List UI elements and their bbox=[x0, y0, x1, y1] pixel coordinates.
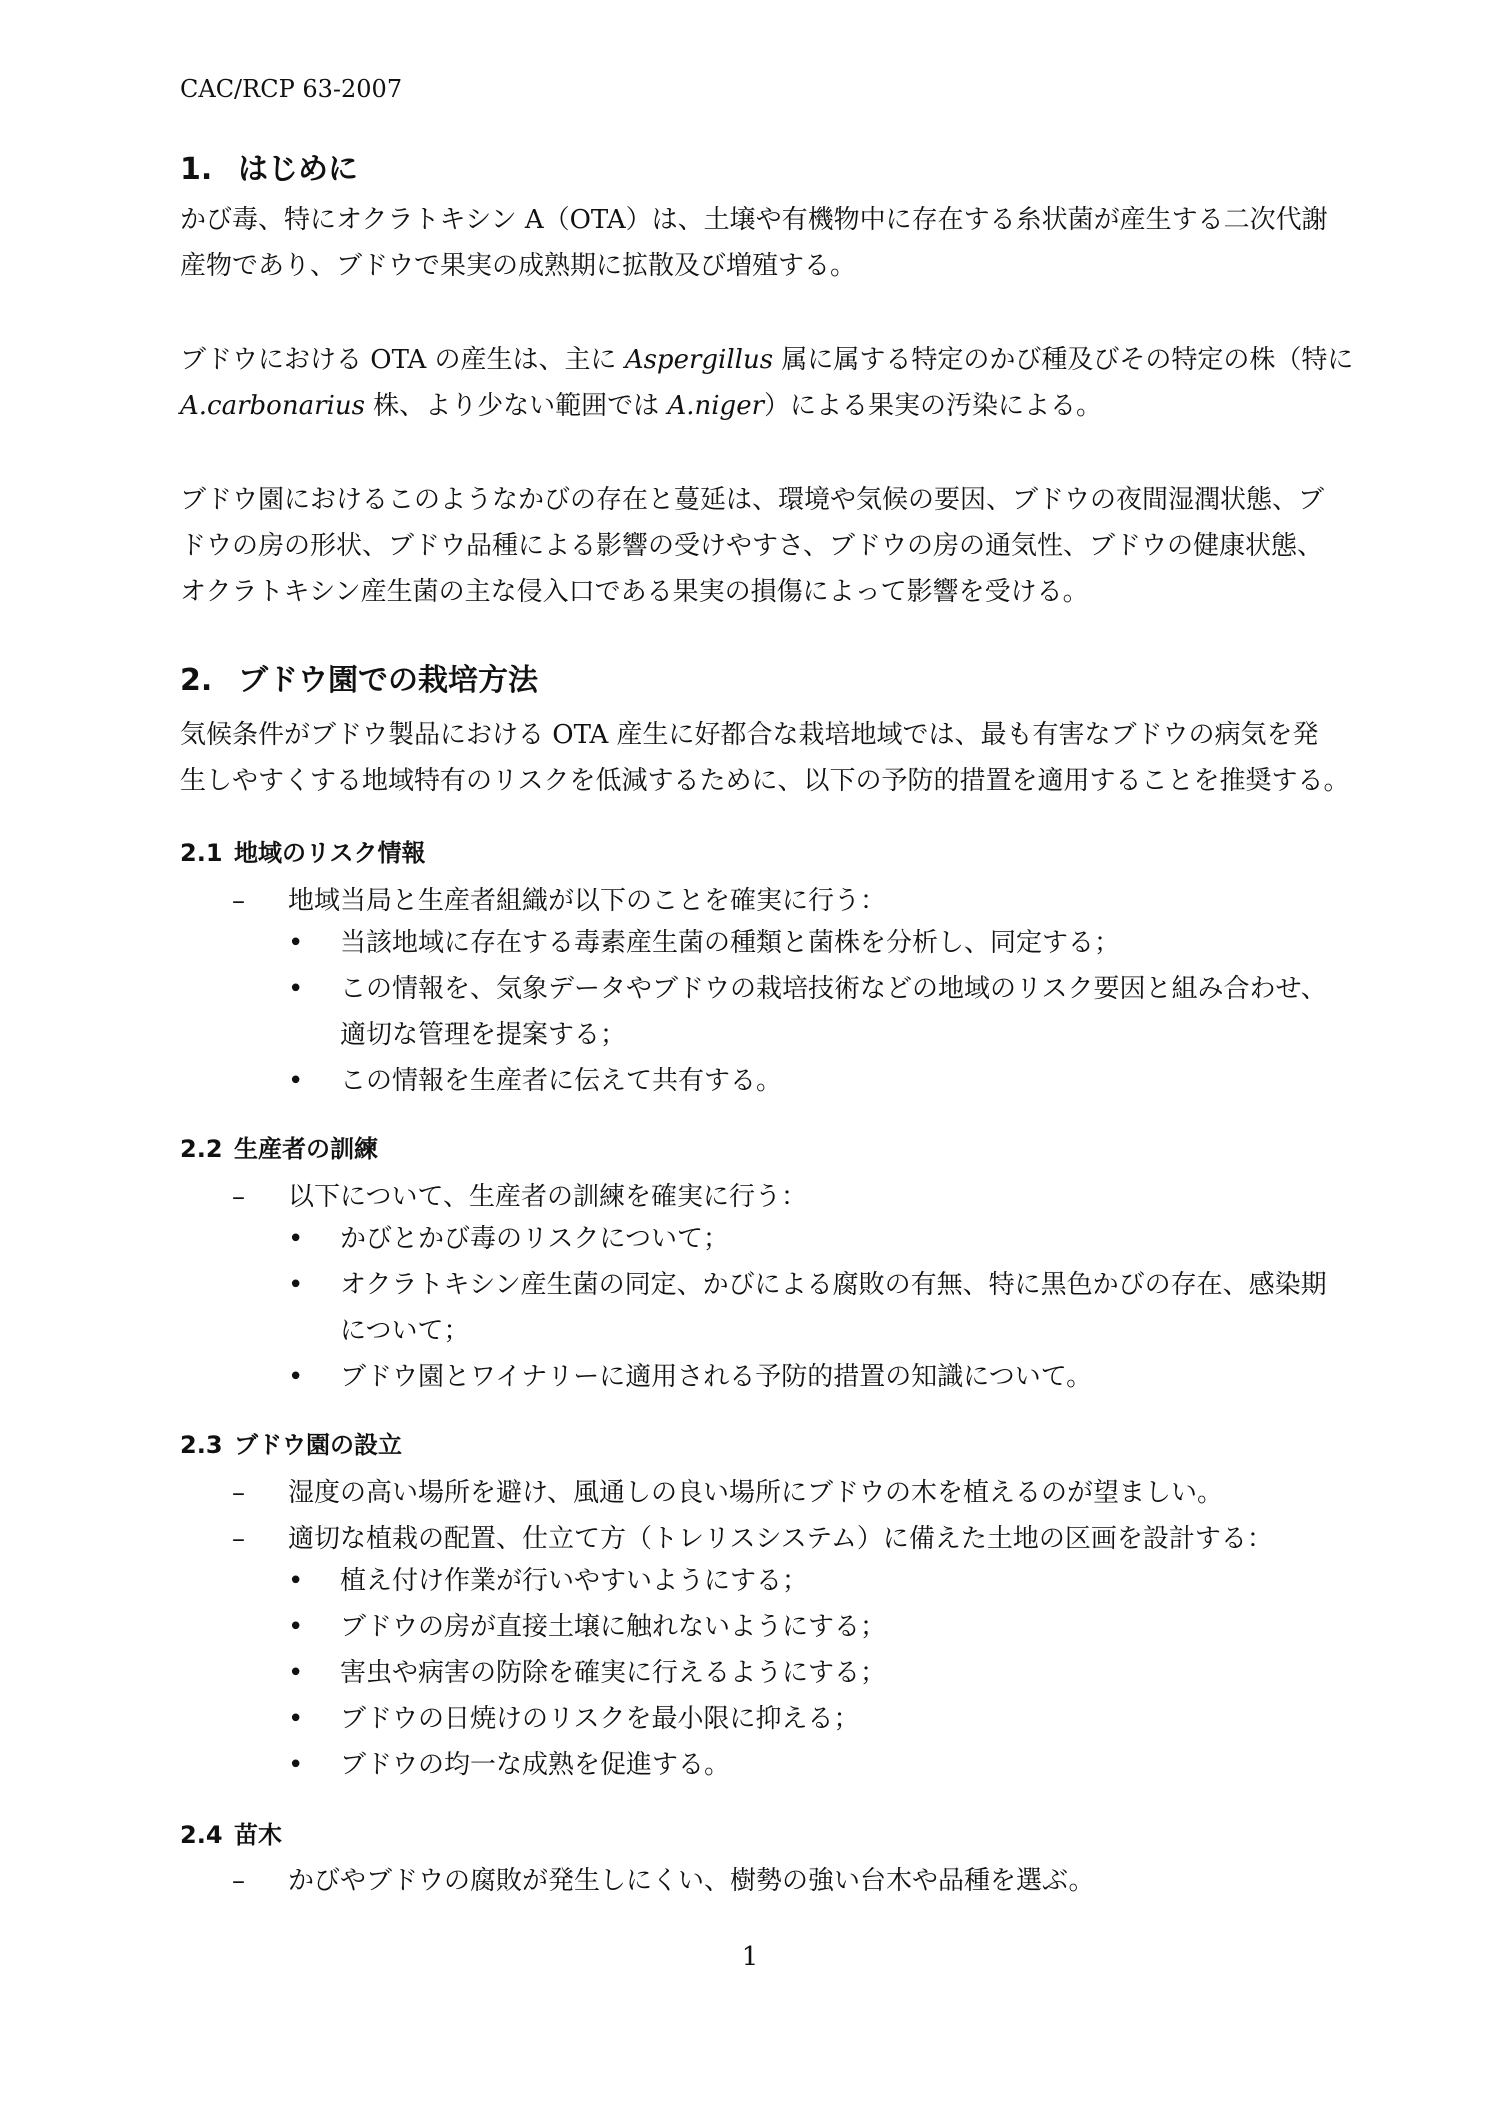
bullet-marker: • bbox=[288, 1704, 304, 1734]
bullet-text: 植え付け作業が行いやすいようにする； bbox=[340, 1566, 809, 1596]
paragraph-line bbox=[180, 337, 1354, 383]
bullet-marker: • bbox=[288, 974, 304, 1004]
dash-marker: – bbox=[232, 1182, 245, 1212]
dash-item bbox=[232, 884, 886, 918]
intro-paragraph-1 bbox=[180, 197, 1350, 289]
dash-item-text: かびやブドウの腐敗が発生しにくい、樹勢の強い台木や品種を選ぶ。 bbox=[288, 1866, 1095, 1896]
bullet-marker: • bbox=[288, 1224, 304, 1254]
bullet-item bbox=[288, 966, 1358, 1058]
section-title: ブドウ園での栽培方法 bbox=[238, 663, 538, 698]
subsection-title: 地域のリスク情報 bbox=[234, 839, 426, 867]
section-number: 1. bbox=[180, 152, 213, 187]
bullet-marker: • bbox=[288, 1270, 304, 1300]
dash-item-text: 湿度の高い場所を避け、風通しの良い場所にブドウの木を植えるのが望ましい。 bbox=[288, 1478, 1223, 1508]
dash-item bbox=[232, 1522, 1273, 1556]
subsection-2-2-heading bbox=[180, 1132, 378, 1166]
bullet-text: ブドウ園とワイナリーに適用される予防的措置の知識について。 bbox=[340, 1362, 1093, 1392]
bullet-marker: • bbox=[288, 1566, 304, 1596]
section-2-paragraph bbox=[180, 712, 1350, 804]
paragraph-line: 生しやすくする地域特有のリスクを低減するために、以下の予防的措置を適用することを推奨する。 bbox=[180, 766, 1350, 796]
bullet-marker: • bbox=[288, 1658, 304, 1688]
section-2-heading bbox=[180, 661, 538, 701]
bullet-marker: • bbox=[288, 1612, 304, 1642]
subsection-number: 2.4 bbox=[180, 1821, 223, 1849]
bullet-text: 害虫や病害の防除を確実に行えるようにする； bbox=[340, 1658, 887, 1688]
text-run: 株、より少ない範囲では bbox=[364, 391, 668, 421]
text-run: ブドウにおける OTA の産生は、主に bbox=[180, 345, 625, 375]
subsection-title: 苗木 bbox=[234, 1821, 282, 1849]
subsection-title: ブドウ園の設立 bbox=[234, 1431, 402, 1459]
species-name: A.carbonarius bbox=[180, 391, 365, 421]
bullet-item bbox=[288, 1696, 1358, 1742]
paragraph-line: かび毒、特にオクラトキシン A（OTA）は、土壌や有機物中に存在する糸状菌が産生する二次代謝 bbox=[180, 205, 1328, 235]
bullet-text: オクラトキシン産生菌の同定、かびによる腐敗の有無、特に黒色かびの存在、感染期 bbox=[340, 1270, 1327, 1300]
bullet-item bbox=[288, 1354, 1358, 1400]
bullet-marker: • bbox=[288, 928, 304, 958]
bullet-item bbox=[288, 1650, 1358, 1696]
paragraph-line: ブドウ園におけるこのようなかびの存在と蔓延は、環境や気候の要因、ブドウの夜間湿潤状態、ブ bbox=[180, 485, 1325, 515]
dash-item-text: 適切な植栽の配置、仕立て方（トレリスシステム）に備えた土地の区画を設計する： bbox=[288, 1524, 1273, 1554]
dash-marker: – bbox=[232, 886, 245, 916]
section-number: 2. bbox=[180, 663, 213, 698]
intro-paragraph-3 bbox=[180, 477, 1350, 615]
paragraph-line: ドウの房の形状、ブドウ品種による影響の受けやすさ、ブドウの房の通気性、ブドウの健康状態、 bbox=[180, 531, 1323, 561]
bullet-text: ブドウの房が直接土壌に触れないようにする； bbox=[340, 1612, 887, 1642]
page-number: 1 bbox=[741, 1942, 759, 1972]
text-run: ）による果実の汚染による。 bbox=[764, 391, 1103, 421]
bullet-item bbox=[288, 1604, 1358, 1650]
bullet-text: 適切な管理を提案する； bbox=[340, 1020, 627, 1050]
bullet-text: かびとかび毒のリスクについて； bbox=[340, 1224, 729, 1254]
bullet-marker: • bbox=[288, 1362, 304, 1392]
bullet-text: この情報を生産者に伝えて共有する。 bbox=[340, 1066, 783, 1096]
bullet-text: ブドウの日焼けのリスクを最小限に抑える； bbox=[340, 1704, 860, 1734]
bullet-text: 当該地域に存在する毒素産生菌の種類と菌株を分析し、同定する； bbox=[340, 928, 1121, 958]
subsection-title: 生産者の訓練 bbox=[234, 1135, 378, 1163]
bullet-text: ブドウの均一な成熟を促進する。 bbox=[340, 1750, 731, 1780]
paragraph-line: オクラトキシン産生菌の主な侵入口である果実の損傷によって影響を受ける。 bbox=[180, 577, 1089, 607]
subsection-number: 2.1 bbox=[180, 839, 223, 867]
bullet-item bbox=[288, 1742, 1358, 1788]
species-name: A.niger bbox=[667, 391, 765, 421]
dash-item-text: 以下について、生産者の訓練を確実に行う： bbox=[288, 1182, 807, 1212]
dash-marker: – bbox=[232, 1478, 245, 1508]
dash-item bbox=[232, 1180, 807, 1214]
paragraph-line: 気候条件がブドウ製品における OTA 産生に好都合な栽培地域では、最も有害なブドウの病気を発 bbox=[180, 720, 1319, 750]
bullet-marker: • bbox=[288, 1750, 304, 1780]
bullet-item bbox=[288, 1058, 1358, 1104]
bullet-item bbox=[288, 1262, 1358, 1354]
dash-marker: – bbox=[232, 1524, 245, 1554]
subsection-2-1-heading bbox=[180, 836, 426, 870]
paragraph-line bbox=[180, 383, 1350, 429]
section-title: はじめに bbox=[238, 152, 358, 187]
bullet-marker: • bbox=[288, 1066, 304, 1096]
dash-marker: – bbox=[232, 1866, 245, 1896]
bullet-item bbox=[288, 920, 1358, 966]
bullet-item bbox=[288, 1216, 1358, 1262]
paragraph-line: 産物であり、ブドウで果実の成熟期に拡散及び増殖する。 bbox=[180, 251, 857, 281]
subsection-number: 2.3 bbox=[180, 1431, 223, 1459]
dash-item bbox=[232, 1476, 1223, 1510]
subsection-2-4-heading bbox=[180, 1818, 282, 1852]
bullet-item bbox=[288, 1558, 1358, 1604]
intro-paragraph-2 bbox=[180, 337, 1354, 429]
subsection-number: 2.2 bbox=[180, 1135, 223, 1163]
text-run: 属に属する特定のかび種及びその特定の株（特に bbox=[773, 345, 1354, 375]
document-code-header: CAC/RCP 63-2007 bbox=[180, 75, 403, 103]
subsection-2-3-heading bbox=[180, 1428, 402, 1462]
section-1-heading bbox=[180, 150, 358, 190]
bullet-text: について； bbox=[340, 1316, 470, 1346]
dash-item-text: 地域当局と生産者組織が以下のことを確実に行う： bbox=[288, 886, 887, 916]
bullet-text: この情報を、気象データやブドウの栽培技術などの地域のリスク要因と組み合わせ、 bbox=[340, 974, 1327, 1004]
genus-name: Aspergillus bbox=[624, 345, 774, 375]
dash-item bbox=[232, 1864, 1095, 1898]
